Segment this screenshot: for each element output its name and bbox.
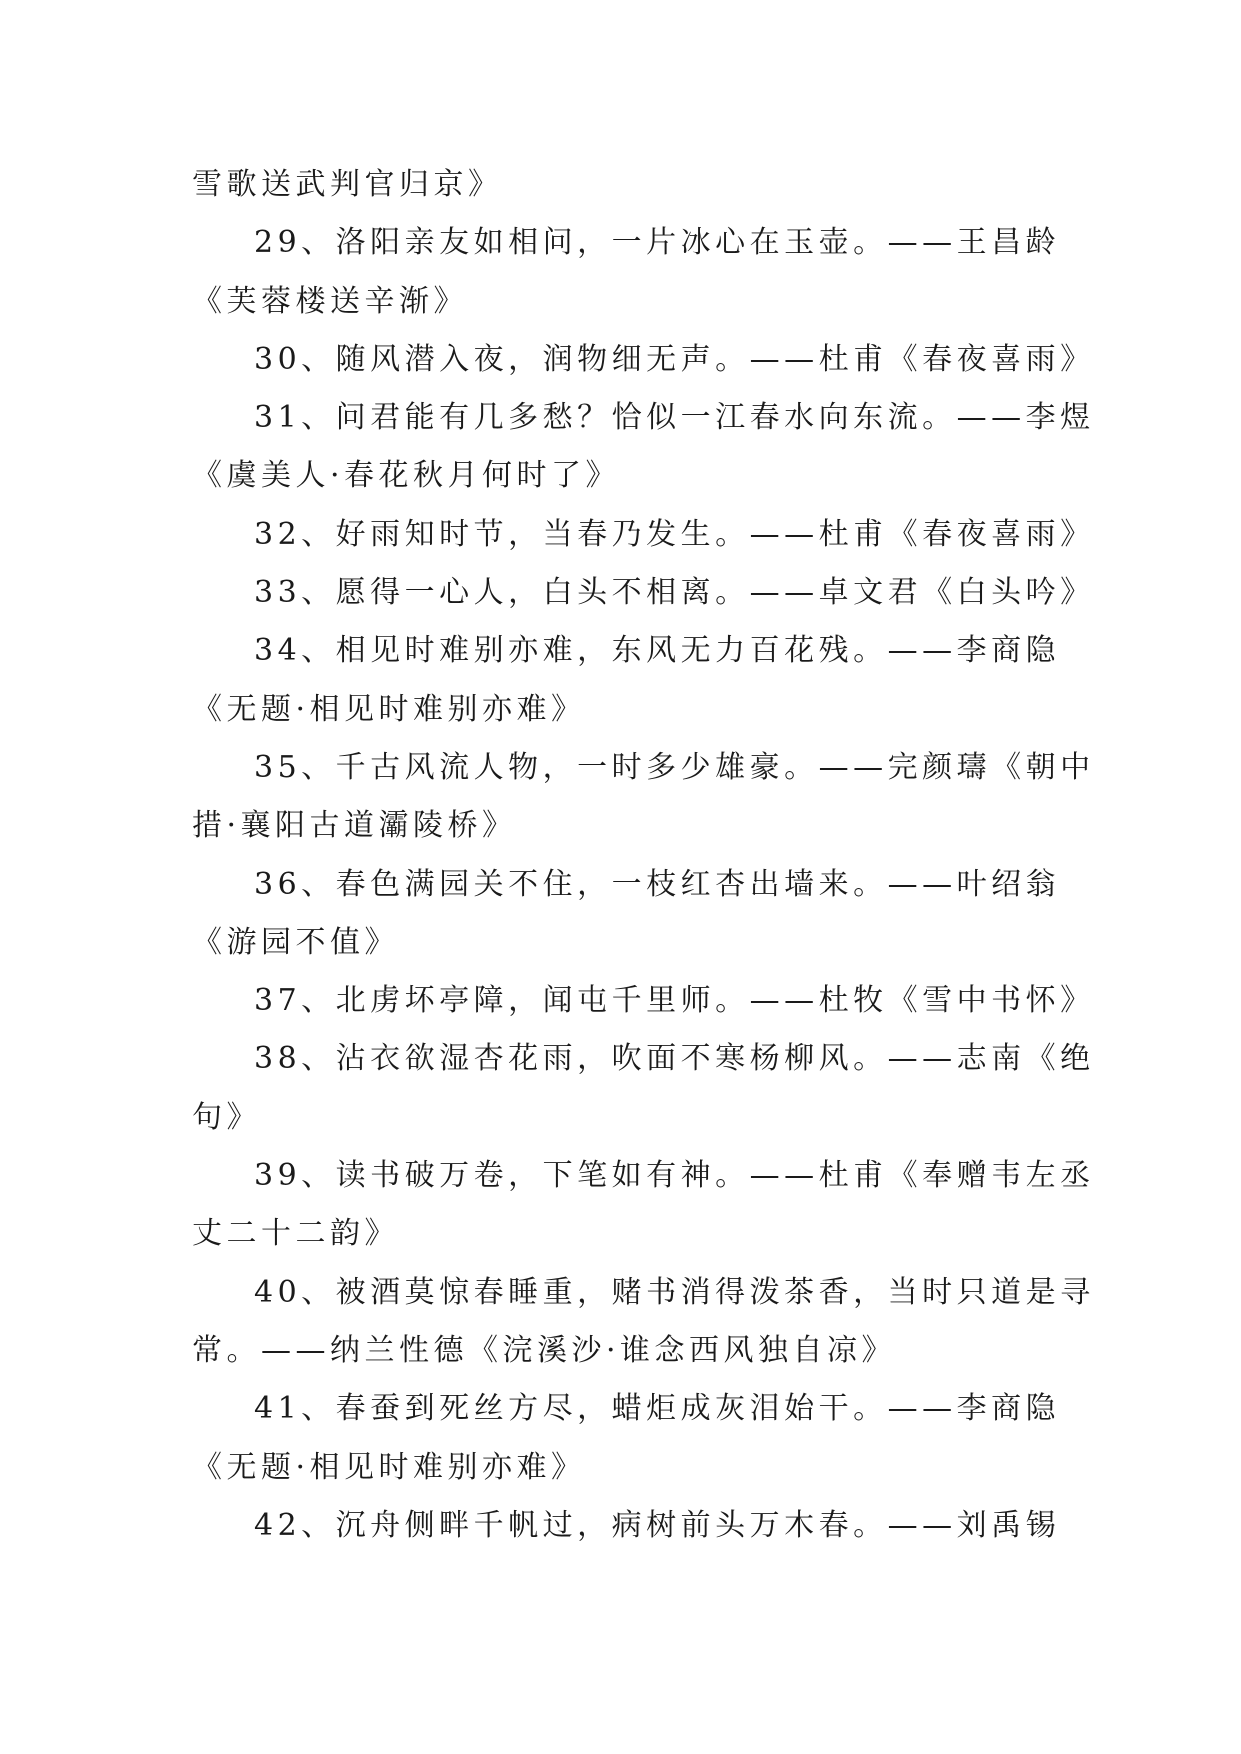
text-line: 句》 [192, 1099, 261, 1135]
text-line: 40、被酒莫惊春睡重，赌书消得泼茶香，当时只道是寻 [254, 1274, 1095, 1310]
text-line: 42、沉舟侧畔千帆过，病树前头万木春。——刘禹锡 [254, 1507, 1061, 1543]
poem-quote-list [192, 156, 1095, 1555]
text-line: 《游园不值》 [192, 924, 399, 960]
text-line: 33、愿得一心人，白头不相离。——卓文君《白头吟》 [254, 575, 1095, 611]
text-line: 措·襄阳古道灞陵桥》 [192, 808, 517, 844]
text-line: 34、相见时难别亦难，东风无力百花残。——李商隐 [254, 633, 1061, 669]
text-line: 丈二十二韵》 [192, 1216, 399, 1252]
text-line: 35、千古风流人物，一时多少雄豪。——完颜璹《朝中 [254, 749, 1095, 785]
text-line: 32、好雨知时节，当春乃发生。——杜甫《春夜喜雨》 [254, 516, 1095, 552]
text-line: 39、读书破万卷，下笔如有神。——杜甫《奉赠韦左丞 [254, 1158, 1095, 1194]
text-line: 41、春蚕到死丝方尽，蜡炬成灰泪始干。——李商隐 [254, 1391, 1061, 1427]
text-line: 37、北虏坏亭障，闻屯千里师。——杜牧《雪中书怀》 [254, 983, 1095, 1019]
text-line: 36、春色满园关不住，一枝红杏出墙来。——叶绍翁 [254, 866, 1061, 902]
text-line: 《无题·相见时难别亦难》 [192, 691, 586, 727]
text-line: 《芙蓉楼送辛渐》 [192, 283, 468, 319]
text-line: 38、沾衣欲湿杏花雨，吹面不寒杨柳风。——志南《绝 [254, 1041, 1095, 1077]
text-line: 《无题·相见时难别亦难》 [192, 1449, 586, 1485]
text-line: 雪歌送武判官归京》 [192, 167, 503, 202]
text-line: 《虞美人·春花秋月何时了》 [192, 458, 621, 494]
text-line: 29、洛阳亲友如相问，一片冰心在玉壶。——王昌龄 [254, 225, 1061, 261]
text-line: 30、随风潜入夜，润物细无声。——杜甫《春夜喜雨》 [254, 341, 1095, 377]
text-line: 31、问君能有几多愁？恰似一江春水向东流。——李煜 [254, 400, 1095, 436]
text-line: 常。——纳兰性德《浣溪沙·谁念西风独自凉》 [192, 1332, 897, 1368]
